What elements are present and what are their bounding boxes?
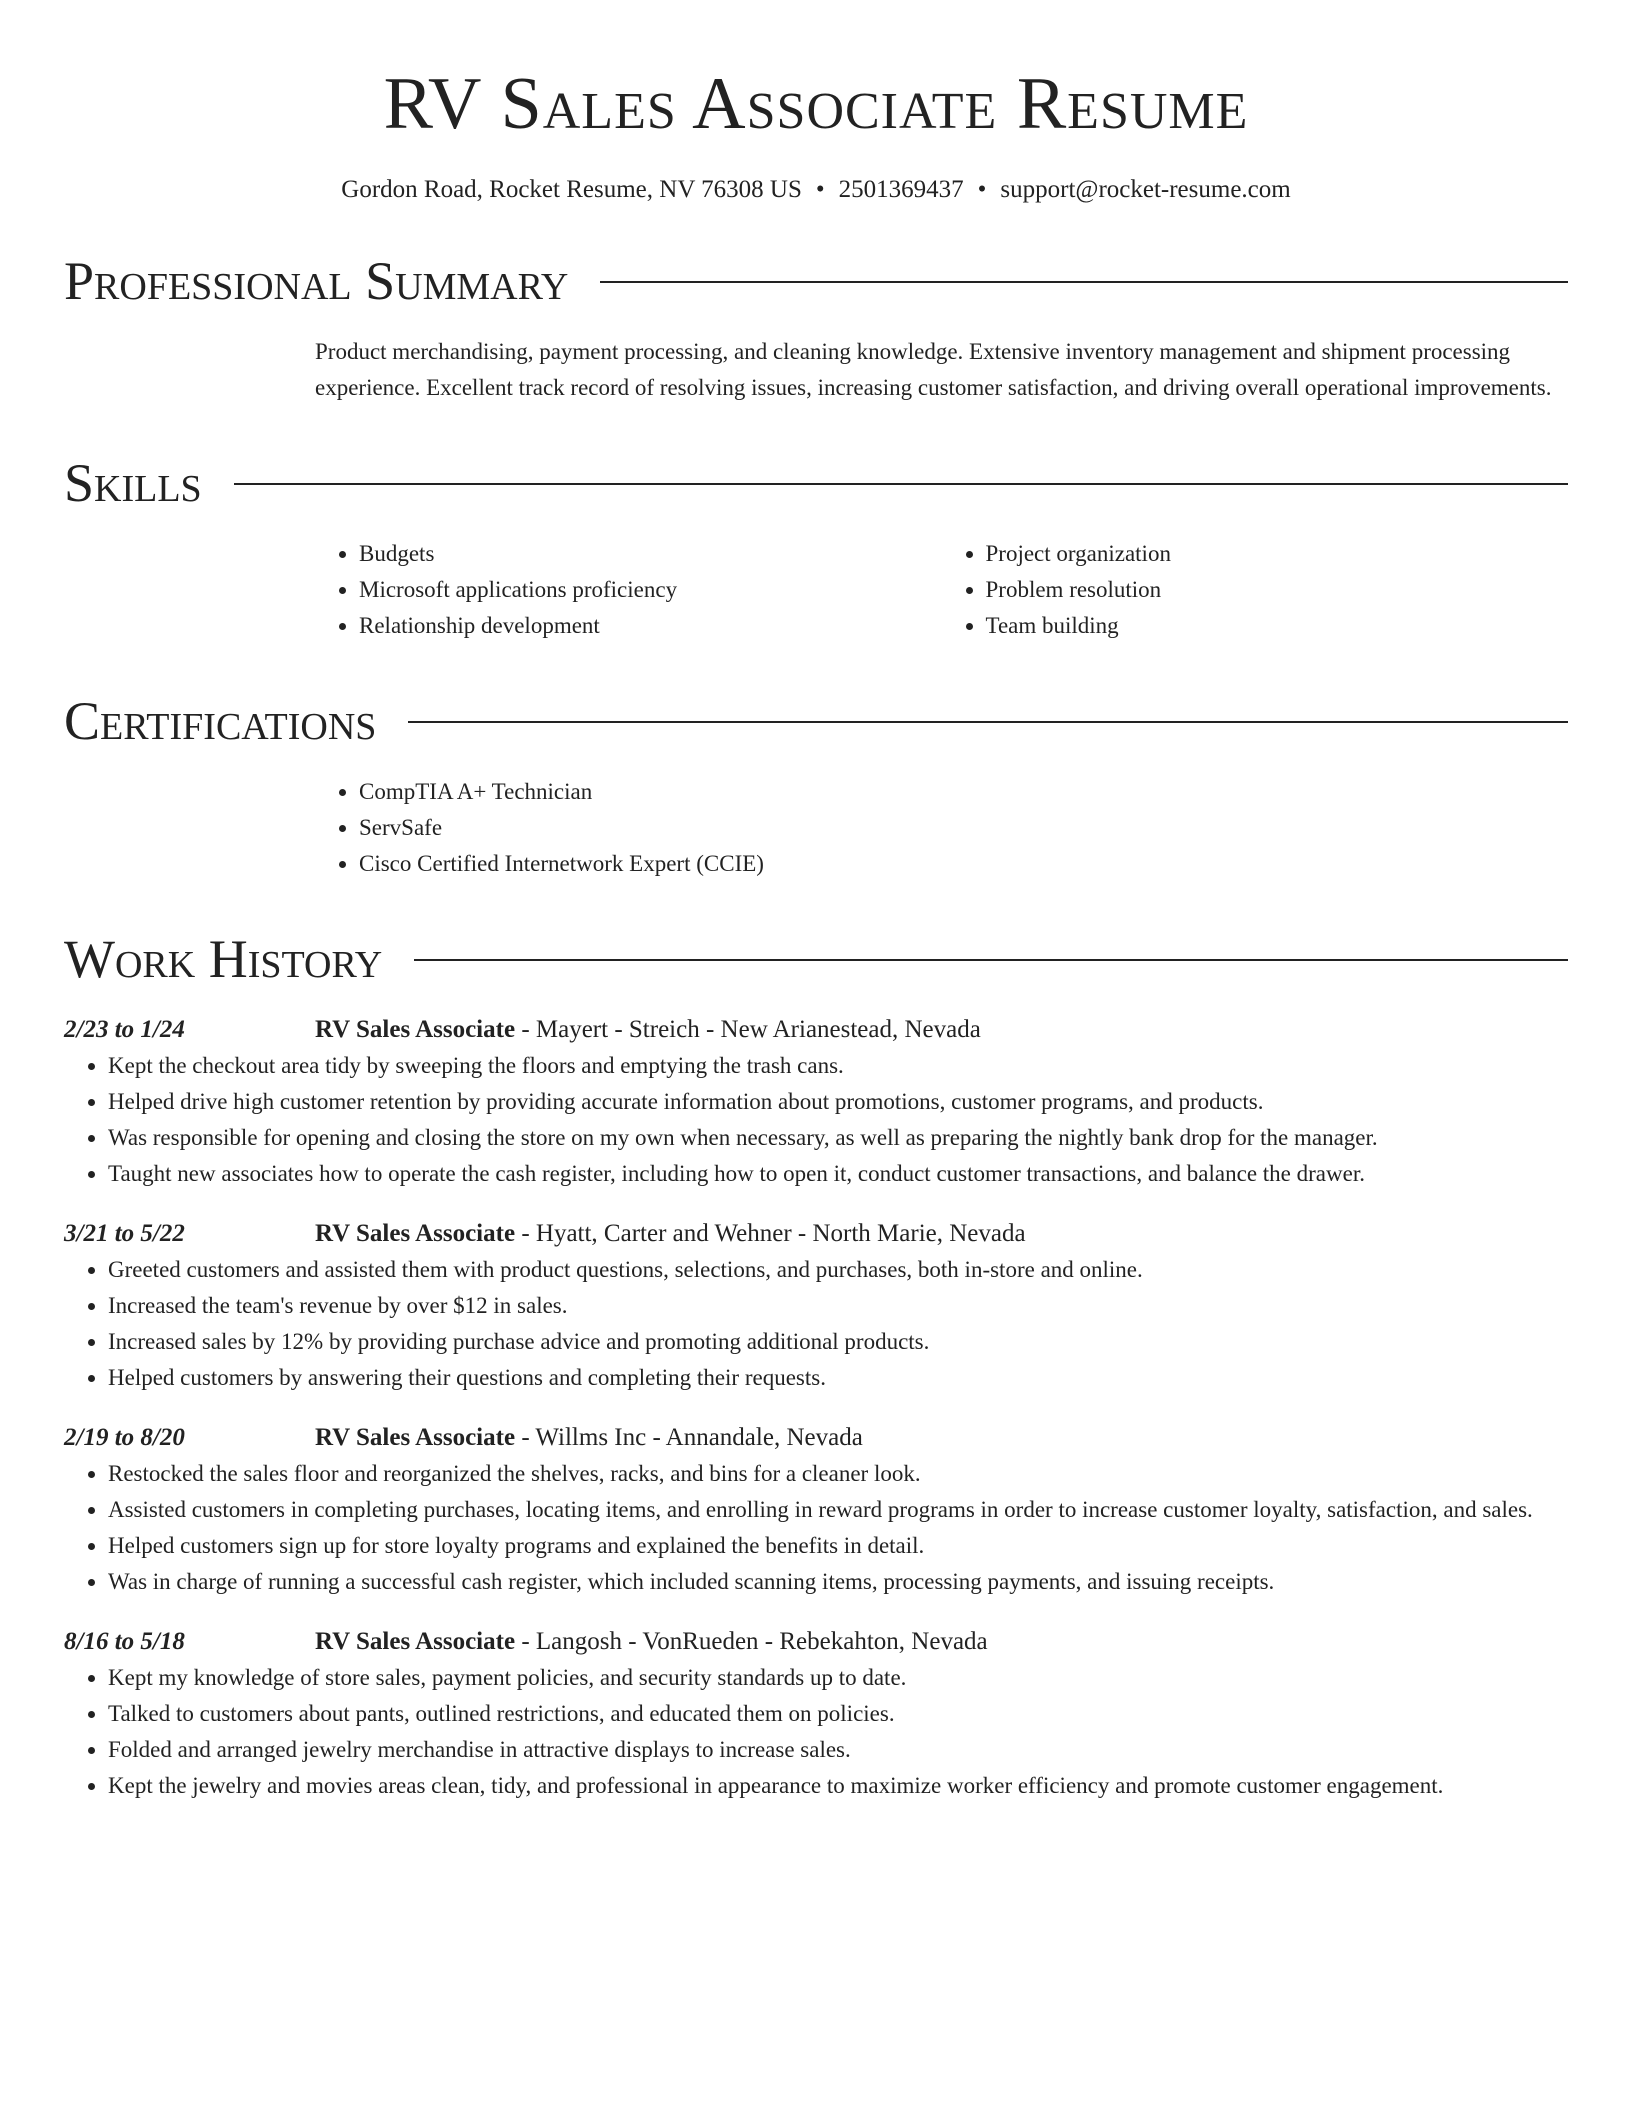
skills-column-left [315, 536, 942, 644]
job-duty: • Increased sales by 12% by providing purchase advice and promoting additional products. [108, 1324, 1568, 1360]
job-heading [315, 1420, 863, 1456]
job-duty: • Was responsible for opening and closing the store on my own when necessary, as well as preparing the nightly bank drop for the manager. [108, 1120, 1568, 1156]
job-entry [64, 1420, 1568, 1600]
skill-item: • Microsoft applications proficiency [359, 572, 942, 608]
job-duty: • Was in charge of running a successful cash register, which included scanning items, processing payments, and issuing receipts. [108, 1564, 1568, 1600]
skills-column-right [942, 536, 1569, 644]
contact-separator: • [977, 176, 987, 203]
job-dates: 3/21 to 5/22 [64, 1220, 185, 1247]
job-heading [315, 1216, 1026, 1252]
job-dates: 2/19 to 8/20 [64, 1424, 185, 1451]
job-duties [64, 1048, 1568, 1192]
job-duties [64, 1252, 1568, 1396]
job-employer-location: - Langosh - VonRueden - Rebekahton, Nevada [515, 1628, 988, 1655]
job-duties [64, 1660, 1568, 1804]
job-duty: • Kept my knowledge of store sales, payment policies, and security standards up to date. [108, 1660, 1568, 1696]
job-duty: • Folded and arranged jewelry merchandise in attractive displays to increase sales. [108, 1732, 1568, 1768]
job-duties [64, 1456, 1568, 1600]
skills-list [315, 536, 1568, 644]
certifications-list [315, 774, 1568, 882]
job-employer-location: - Mayert - Streich - New Arianestead, Nevada [515, 1016, 981, 1043]
job-header [64, 1420, 1568, 1456]
job-entry [64, 1624, 1568, 1804]
job-employer-location: - Hyatt, Carter and Wehner - North Marie, Nevada [515, 1220, 1026, 1247]
skill-item: • Budgets [359, 536, 942, 572]
certification-item: • Cisco Certified Internetwork Expert (CCIE) [359, 846, 1568, 882]
work-history-list [64, 1012, 1568, 1804]
job-duty: • Greeted customers and assisted them with product questions, selections, and purchases, both in-store and online. [108, 1252, 1568, 1288]
summary-heading: Professional Summary [64, 251, 569, 311]
contact-separator: • [815, 176, 825, 203]
skills-section-header [64, 450, 1568, 516]
contact-address: Gordon Road, Rocket Resume, NV 76308 US [341, 176, 802, 203]
work-history-section-header [64, 926, 1568, 992]
section-divider [234, 483, 1568, 485]
job-dates: 2/23 to 1/24 [64, 1016, 185, 1043]
skill-item: • Relationship development [359, 608, 942, 644]
job-header [64, 1624, 1568, 1660]
certification-item: • ServSafe [359, 810, 1568, 846]
summary-section-header [64, 248, 1568, 314]
job-heading [315, 1624, 988, 1660]
certification-item: • CompTIA A+ Technician [359, 774, 1568, 810]
job-title: RV Sales Associate [315, 1016, 516, 1043]
section-divider [600, 281, 1568, 283]
job-entry [64, 1216, 1568, 1396]
job-title: RV Sales Associate [315, 1424, 516, 1451]
job-duty: • Assisted customers in completing purchases, locating items, and enrolling in reward programs in order to increase customer loyalty, satisfaction, and sales. [108, 1492, 1568, 1528]
contact-email: support@rocket-resume.com [1000, 176, 1291, 203]
skills-heading: Skills [64, 453, 202, 513]
work-history-heading: Work History [64, 929, 383, 989]
job-dates: 8/16 to 5/18 [64, 1628, 185, 1655]
certifications-heading: Certifications [64, 691, 377, 751]
section-divider [414, 959, 1568, 961]
job-duty: • Talked to customers about pants, outlined restrictions, and educated them on policies. [108, 1696, 1568, 1732]
job-duty: • Taught new associates how to operate the cash register, including how to open it, conduct customer transactions, and balance the drawer. [108, 1156, 1568, 1192]
resume-title: RV Sales Associate Resume [383, 63, 1249, 145]
job-title: RV Sales Associate [315, 1220, 516, 1247]
job-heading [315, 1012, 981, 1048]
skill-item: • Problem resolution [986, 572, 1569, 608]
job-title: RV Sales Associate [315, 1628, 516, 1655]
job-entry [64, 1012, 1568, 1192]
certifications-section-header [64, 688, 1568, 754]
contact-phone: 2501369437 [838, 176, 964, 203]
skill-item: • Project organization [986, 536, 1569, 572]
job-duty: • Helped customers by answering their questions and completing their requests. [108, 1360, 1568, 1396]
job-duty: • Helped drive high customer retention by providing accurate information about promotions, customer programs, and products. [108, 1084, 1568, 1120]
job-duty: • Kept the checkout area tidy by sweeping the floors and emptying the trash cans. [108, 1048, 1568, 1084]
contact-line [64, 176, 1568, 204]
job-header [64, 1216, 1568, 1252]
job-employer-location: - Willms Inc - Annandale, Nevada [515, 1424, 863, 1451]
section-divider [408, 721, 1568, 723]
job-duty: • Restocked the sales floor and reorganized the shelves, racks, and bins for a cleaner look. [108, 1456, 1568, 1492]
job-duty: • Kept the jewelry and movies areas clean, tidy, and professional in appearance to maximize worker efficiency and promote customer engagement. [108, 1768, 1568, 1804]
summary-text: Product merchandising, payment processing, and cleaning knowledge. Extensive inventory management and shipment processing experience. Excellent track record of resolving issues, increasing customer satisfaction, and driving overall operational improvements. [315, 339, 1552, 400]
job-header [64, 1012, 1568, 1048]
job-duty: • Increased the team's revenue by over $12 in sales. [108, 1288, 1568, 1324]
job-duty: • Helped customers sign up for store loyalty programs and explained the benefits in detail. [108, 1528, 1568, 1564]
skill-item: • Team building [986, 608, 1569, 644]
